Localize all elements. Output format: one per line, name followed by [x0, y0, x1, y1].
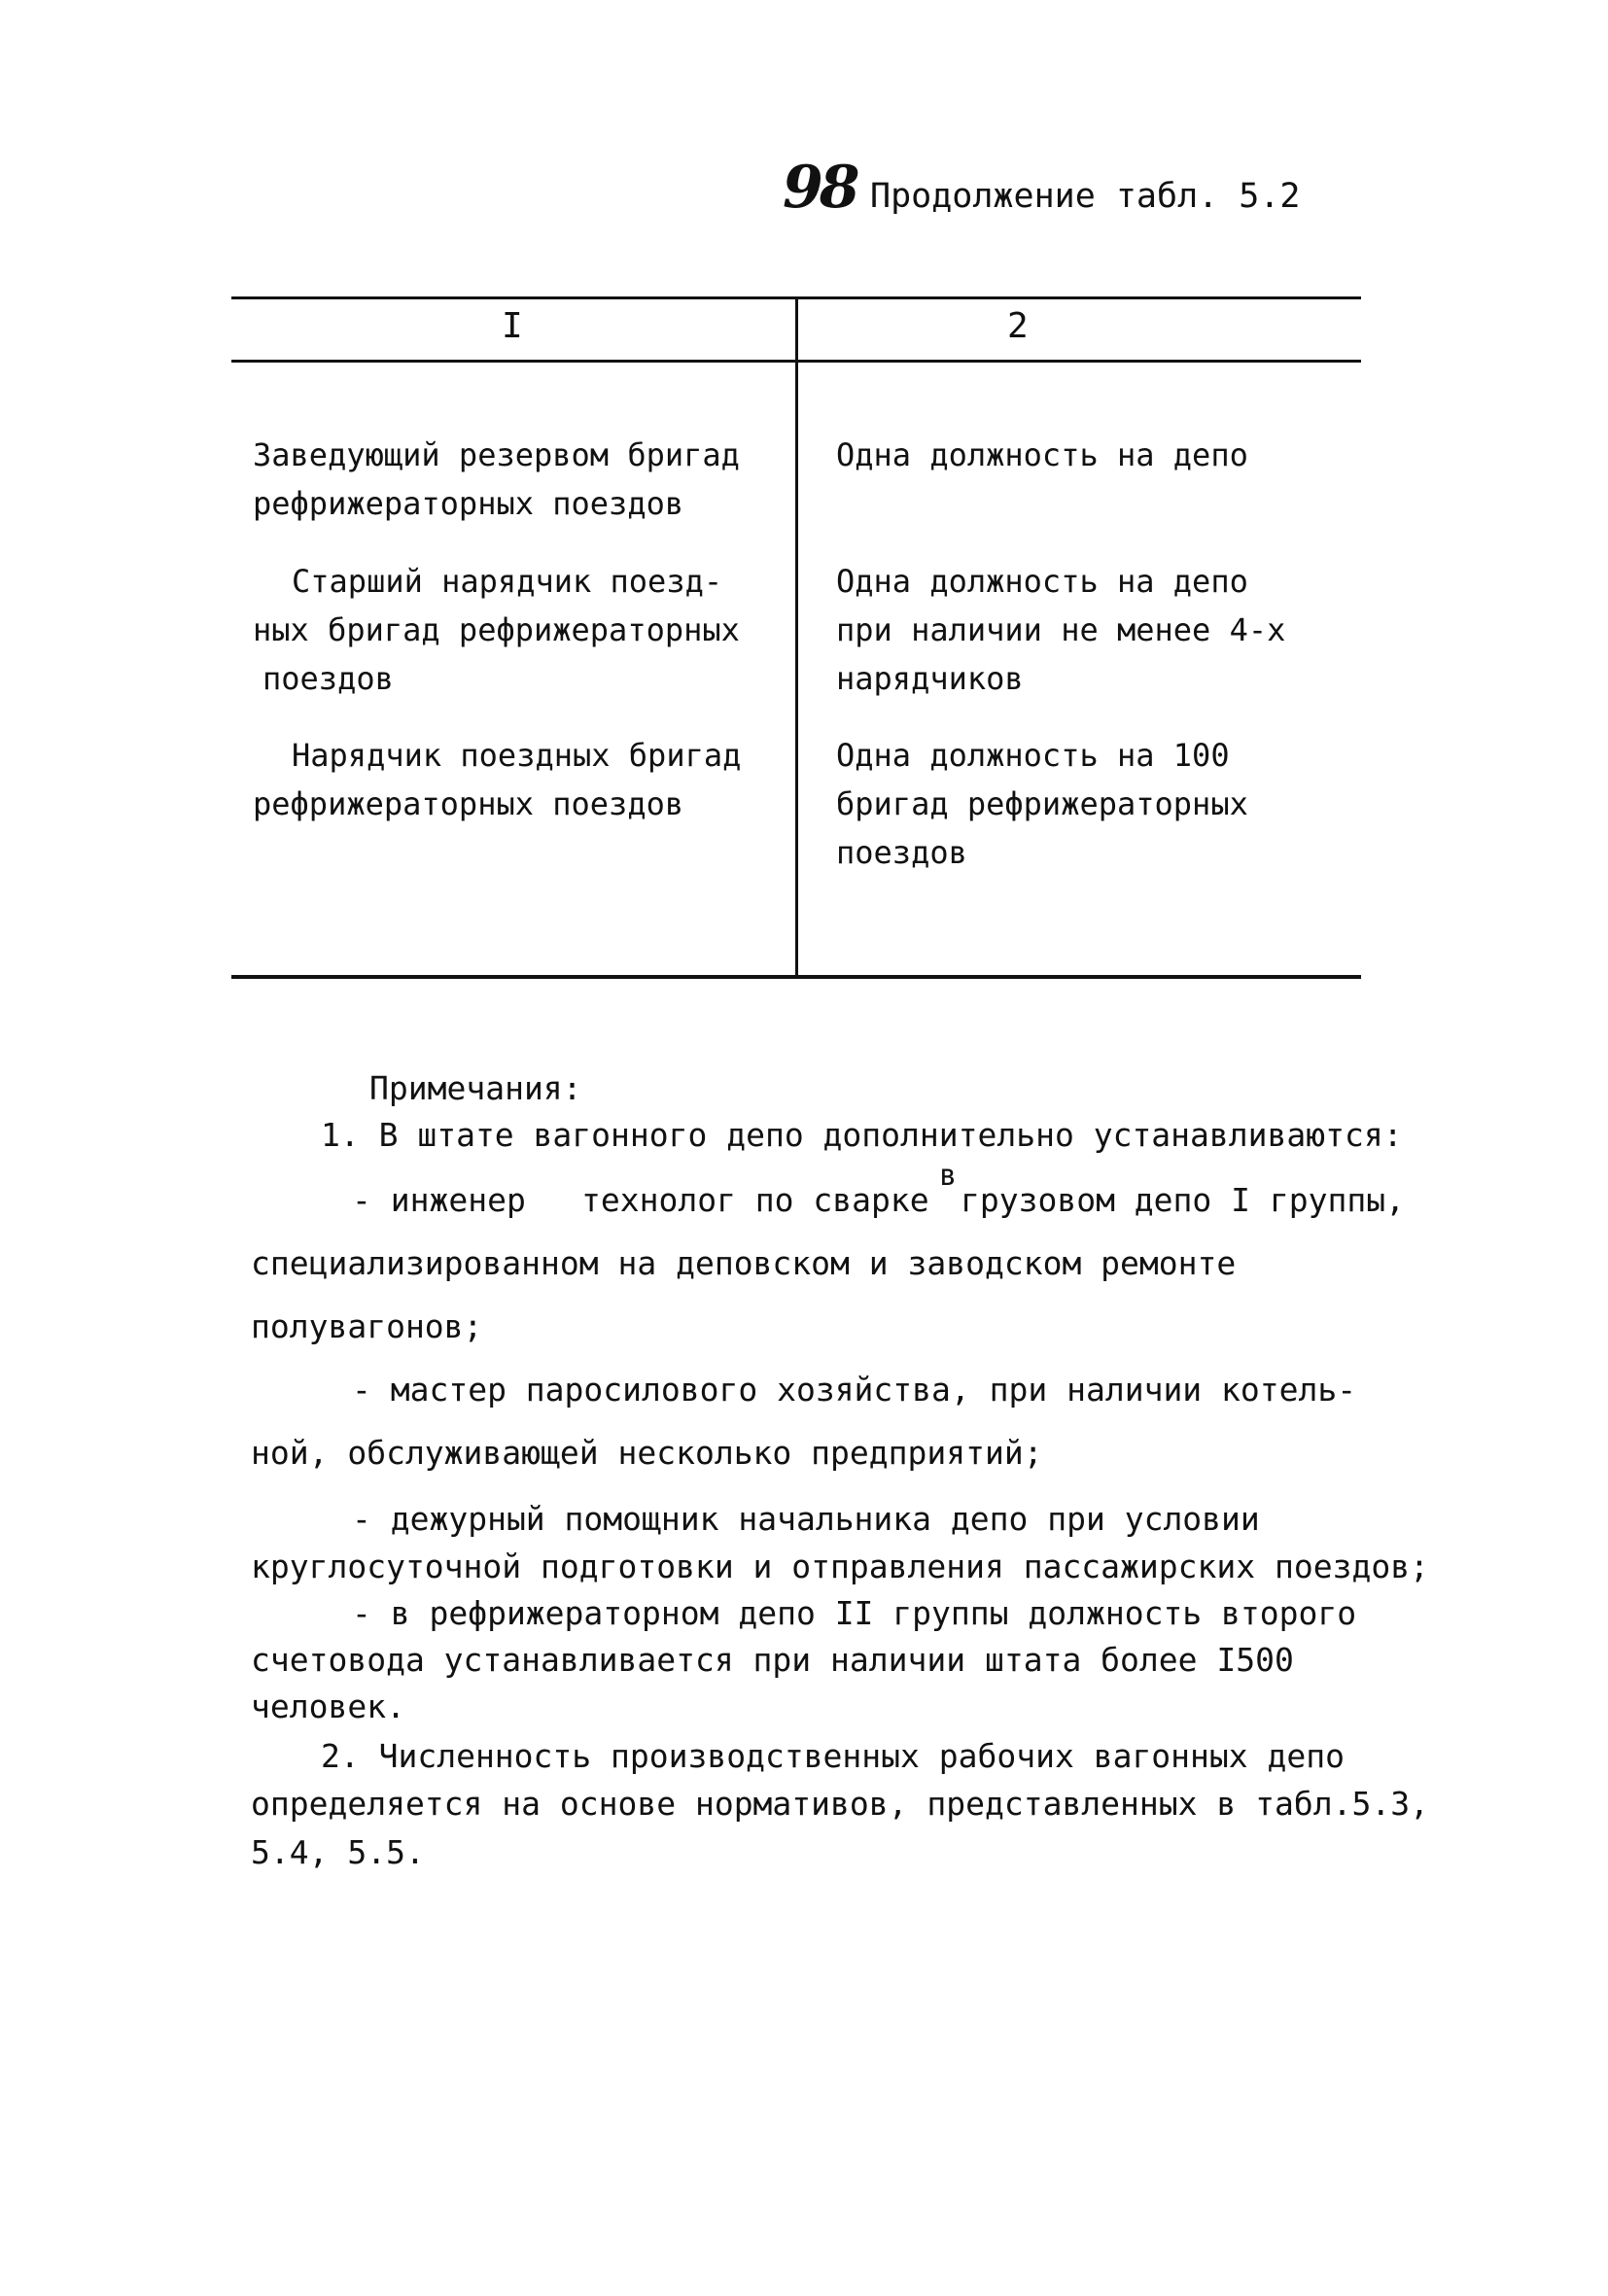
table-cell-line: при наличии не менее 4-х — [836, 611, 1286, 648]
note-1-item-1-part-c: грузовом депо I группы, — [961, 1181, 1405, 1219]
note-1-item-4-line-1: - в рефрижераторном депо II группы должность второго — [352, 1594, 1357, 1632]
table-cell-line: нарядчиков — [836, 660, 1024, 697]
note-1-item-1-line-2: специализированном на деповском и заводском ремонте — [251, 1244, 1237, 1282]
note-1-item-1-line-3: полувагонов; — [251, 1307, 483, 1345]
table-row-1-position — [253, 431, 740, 528]
table-cell-line: Нарядчик поездных бригад — [292, 737, 742, 774]
note-1-item-1-part-a: - инженер — [352, 1181, 526, 1219]
table-caption: Продолжение табл. 5.2 — [870, 177, 1301, 216]
note-1-item-3-line-1: - дежурный помощник начальника депо при условии — [352, 1500, 1260, 1538]
note-1-item-2-line-1: - мастер паросилового хозяйства, при наличии котель- — [352, 1371, 1357, 1409]
page-number: 98 — [783, 154, 856, 222]
notes-heading: Примечания: — [369, 1069, 582, 1107]
table-column-divider — [795, 296, 798, 977]
table-row-3-position — [253, 731, 741, 828]
note-1-item-2-line-2: ной, обслуживающей несколько предприятий; — [251, 1434, 1043, 1472]
column-header-1: I — [502, 306, 523, 346]
column-header-2: 2 — [1007, 306, 1029, 346]
table-cell-line: Одна должность на депо — [836, 436, 1248, 473]
table-cell-line: поездов — [836, 834, 967, 871]
table-cell-line: Одна должность на 100 — [836, 737, 1230, 774]
table-row-2-norm — [836, 557, 1285, 703]
note-2-line-2: определяется на основе нормативов, представленных в табл.5.3, — [251, 1785, 1429, 1823]
table-cell-line: Старший нарядчик поезд- — [292, 563, 723, 600]
note-1-item-1-superscript: в — [939, 1159, 958, 1193]
note-1-item-3-line-2: круглосуточной подготовки и отправления пассажирских поездов; — [251, 1548, 1429, 1585]
table-cell-line: Заведующий резервом бригад — [253, 436, 740, 473]
table-cell-line: Одна должность на депо — [836, 563, 1248, 600]
note-1-item-4-line-2: счетовода устанавливается при наличии штата более I500 — [251, 1641, 1294, 1679]
table-cell-line: поездов — [262, 660, 394, 697]
note-2-line-1: 2. Численность производственных рабочих вагонных депо — [321, 1737, 1345, 1775]
table-row-1-norm — [836, 431, 1248, 479]
table-cell-line: рефрижераторных поездов — [253, 485, 684, 522]
table-cell-line: рефрижераторных поездов — [253, 785, 684, 822]
note-1-intro: 1. В штате вагонного депо дополнительно устанавливаются: — [321, 1116, 1403, 1154]
note-2-line-3: 5.4, 5.5. — [251, 1833, 425, 1871]
table-row-3-norm — [836, 731, 1248, 877]
table-cell-line: бригад рефрижераторных — [836, 785, 1248, 822]
note-1-item-1-part-b: технолог по сварке — [581, 1181, 929, 1219]
note-1-item-4-line-3: человек. — [251, 1687, 405, 1725]
table-cell-line: ных бригад рефрижераторных — [253, 611, 740, 648]
table-row-2-position — [253, 557, 740, 703]
